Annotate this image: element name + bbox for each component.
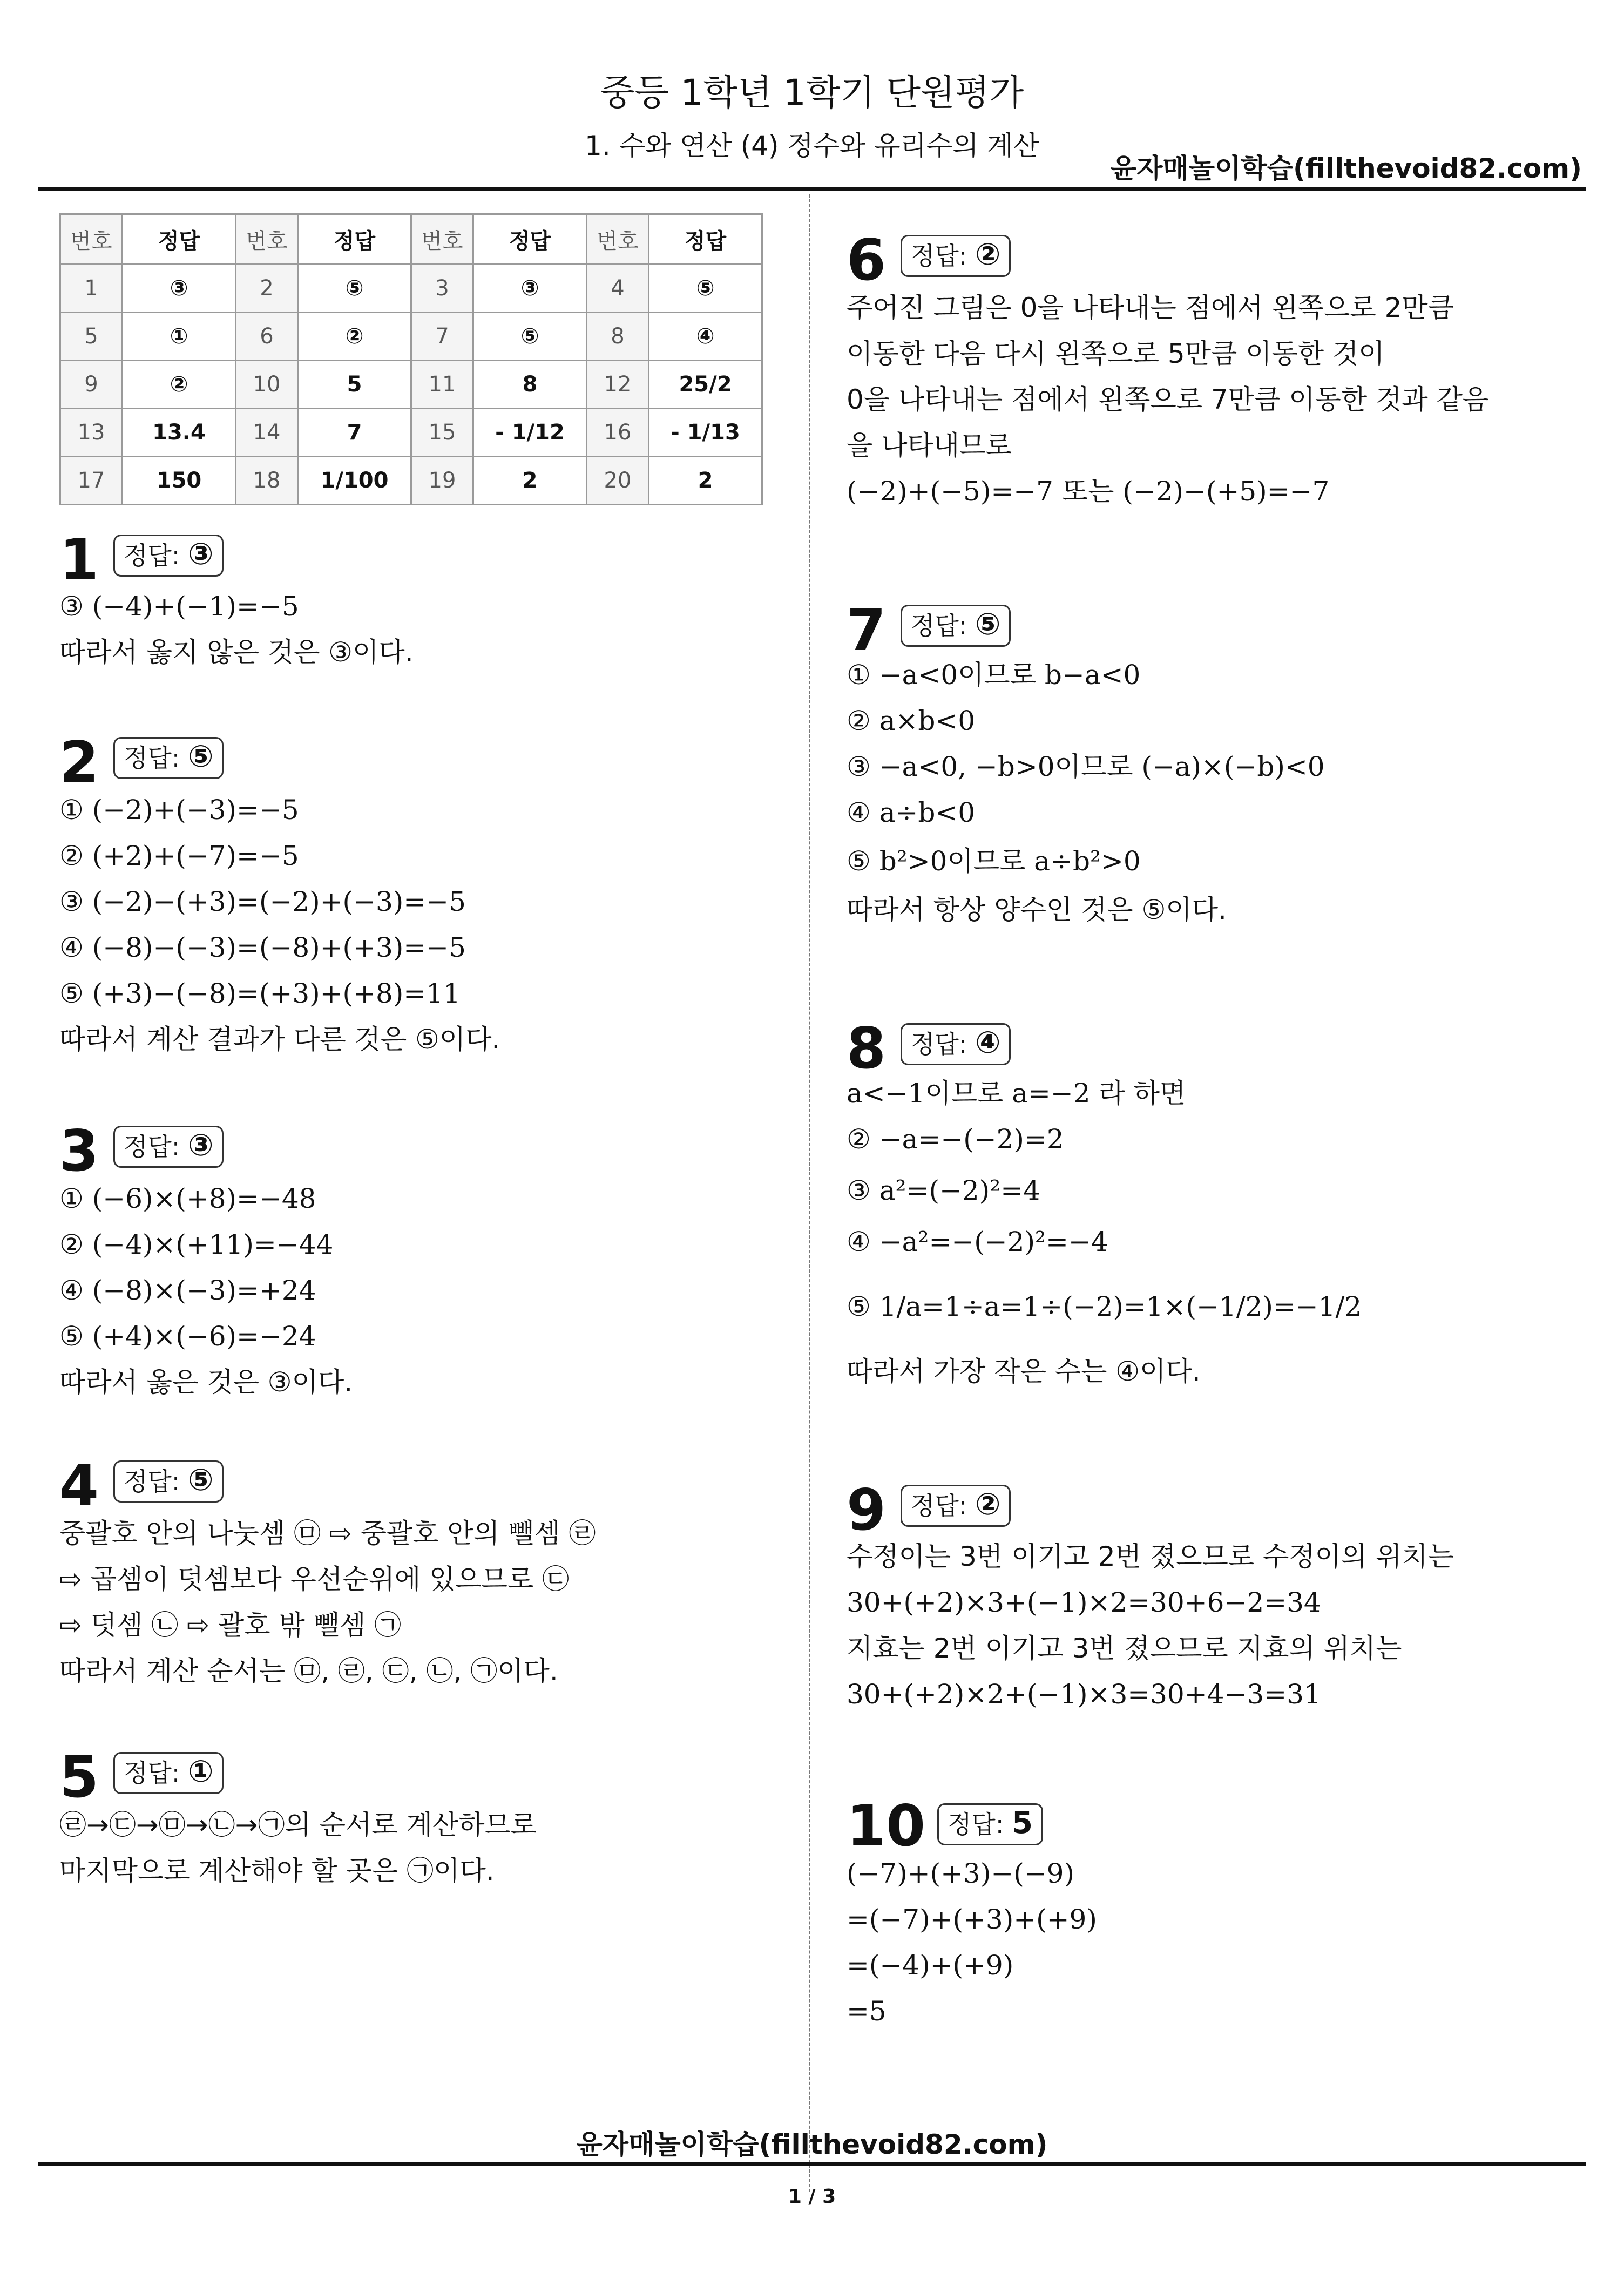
question-number: 4 [59,1453,99,1519]
question-number: 8 [847,1016,887,1081]
table-row [60,409,762,457]
header-rule [38,187,1586,191]
table-row [60,313,762,361]
cell-number: 3 [411,265,473,313]
cell-answer: 5 [298,361,411,409]
solution-line: ③ a²=(−2)²=4 [847,1175,1040,1206]
solution-line: ⇨ 곱셈이 덧셈보다 우선순위에 있으므로 ㉢ [59,1564,570,1595]
header-answer: 정답 [123,214,236,265]
solution-line: 30+(+2)×3+(−1)×2=30+6−2=34 [847,1587,1321,1618]
cell-number: 7 [411,313,473,361]
solution-line: ④ (−8)×(−3)=+24 [59,1275,316,1306]
answer-badge [901,1485,1011,1527]
solution-line: 지효는 2번 이기고 3번 졌으므로 지효의 위치는 [847,1633,1402,1664]
cell-answer: ② [298,313,411,361]
cell-answer: 7 [298,409,411,457]
table-row [60,265,762,313]
cell-answer: ⑤ [649,265,762,313]
cell-answer: 25/2 [649,361,762,409]
answer-badge [901,605,1011,647]
cell-answer: ② [123,361,236,409]
header-answer: 정답 [298,214,411,265]
cell-number: 9 [60,361,123,409]
answer-badge-label: 정답: [911,1491,967,1520]
solution-line: ① (−6)×(+8)=−48 [59,1183,316,1214]
cell-answer: 2 [649,457,762,505]
solution-line: ③ −a<0, −b>0이므로 (−a)×(−b)<0 [847,751,1325,782]
question-number: 7 [847,597,887,663]
header-number: 번호 [587,214,649,265]
page-subtitle: 1. 수와 연산 (4) 정수와 유리수의 계산 [585,130,1039,161]
question-number: 6 [847,227,887,293]
cell-number: 16 [587,409,649,457]
solution-line: ④ a÷b<0 [847,797,976,828]
cell-number: 14 [236,409,298,457]
solution-line: =(−7)+(+3)+(+9) [847,1904,1097,1935]
header-number: 번호 [236,214,298,265]
cell-number: 4 [587,265,649,313]
answer-badge-label: 정답: [124,1467,180,1496]
solution-line: ④ −a²=−(−2)²=−4 [847,1226,1108,1257]
solution-line: ⑤ (+3)−(−8)=(+3)+(+8)=11 [59,978,461,1009]
answer-badge [113,1752,224,1794]
solution-line: ② (+2)+(−7)=−5 [59,840,299,871]
cell-answer: 150 [123,457,236,505]
answer-badge-value: ④ [975,1025,1001,1060]
solution-line: 따라서 옳은 것은 ③이다. [59,1366,353,1398]
cell-answer: 8 [473,361,587,409]
question-number: 5 [59,1744,99,1810]
column-divider [809,194,810,2192]
header-answer: 정답 [473,214,587,265]
answer-badge-value: 5 [1012,1805,1033,1841]
brand-footer: 윤자매놀이학습(fillthevoid82.com) [576,2129,1048,2160]
page-number: 1 / 3 [788,2186,836,2208]
answer-badge-value: ⑤ [188,739,214,774]
cell-number: 17 [60,457,123,505]
answer-table [59,213,763,505]
answer-badge [113,535,224,577]
cell-number: 10 [236,361,298,409]
answer-badge-value: ② [975,1487,1001,1522]
question-number: 3 [59,1118,99,1184]
solution-line: ④ (−8)−(−3)=(−8)+(+3)=−5 [59,932,466,963]
cell-number: 13 [60,409,123,457]
cell-number: 19 [411,457,473,505]
cell-answer: 2 [473,457,587,505]
cell-answer: ④ [649,313,762,361]
cell-number: 12 [587,361,649,409]
solution-line: 0을 나타내는 점에서 왼쪽으로 7만큼 이동한 것과 같음 [847,384,1489,415]
cell-answer: ③ [123,265,236,313]
solution-line: ⑤ (+4)×(−6)=−24 [59,1321,316,1352]
page-title: 중등 1학년 1학기 단원평가 [600,72,1024,113]
answer-badge [937,1803,1043,1845]
cell-number: 8 [587,313,649,361]
solution-line: ⑤ 1/a=1÷a=1÷(−2)=1×(−1/2)=−1/2 [847,1291,1362,1322]
answer-badge [113,1460,224,1503]
cell-answer: 1/100 [298,457,411,505]
answer-badge-label: 정답: [911,611,967,640]
answer-badge [113,737,224,779]
answer-badge-label: 정답: [124,1758,180,1788]
cell-answer: 13.4 [123,409,236,457]
solution-line: (−2)+(−5)=−7 또는 (−2)−(+5)=−7 [847,476,1330,507]
question-number: 9 [847,1477,887,1543]
cell-number: 11 [411,361,473,409]
solution-line: 수정이는 3번 이기고 2번 졌으므로 수정이의 위치는 [847,1541,1454,1572]
header-number: 번호 [411,214,473,265]
cell-number: 6 [236,313,298,361]
answer-badge-value: ③ [188,1128,214,1163]
answer-badge-label: 정답: [124,743,180,773]
cell-answer: - 1/13 [649,409,762,457]
solution-line: 30+(+2)×2+(−1)×3=30+4−3=31 [847,1679,1321,1710]
answer-badge-label: 정답: [911,241,967,270]
solution-line: ② (−4)×(+11)=−44 [59,1229,334,1260]
solution-line: ① (−2)+(−3)=−5 [59,794,299,826]
header-number: 번호 [60,214,123,265]
solution-line: 따라서 항상 양수인 것은 ⑤이다. [847,894,1227,925]
solution-line: ① −a<0이므로 b−a<0 [847,659,1141,691]
answer-badge [901,235,1011,277]
solution-line: =(−4)+(+9) [847,1950,1014,1981]
solution-line: =5 [847,1995,887,2027]
cell-number: 18 [236,457,298,505]
answer-badge-label: 정답: [124,541,180,570]
answer-badge [901,1023,1011,1065]
question-number: 1 [59,527,99,593]
solution-line: 주어진 그림은 0을 나타내는 점에서 왼쪽으로 2만큼 [847,292,1454,323]
solution-line: ㉣→㉢→㉤→㉡→㉠의 순서로 계산하므로 [59,1809,537,1841]
solution-line: 따라서 가장 작은 수는 ④이다. [847,1356,1201,1387]
solution-line: 따라서 계산 순서는 ㉤, ㉣, ㉢, ㉡, ㉠이다. [59,1655,558,1687]
answer-badge-label: 정답: [124,1132,180,1161]
solution-line: 마지막으로 계산해야 할 곳은 ㉠이다. [59,1855,495,1886]
table-row [60,457,762,505]
answer-badge-label: 정답: [911,1030,967,1059]
solution-line: 따라서 옳지 않은 것은 ③이다. [59,637,414,668]
answer-badge-value: ⑤ [975,607,1001,642]
solution-line: 을 나타내므로 [847,430,1012,461]
answer-badge-label: 정답: [948,1810,1004,1839]
solution-line: 이동한 다음 다시 왼쪽으로 5만큼 이동한 것이 [847,338,1385,369]
solution-line: ⑤ b²>0이므로 a÷b²>0 [847,845,1141,877]
brand-header: 윤자매놀이학습(fillthevoid82.com) [1110,153,1582,184]
cell-answer: ⑤ [473,313,587,361]
solution-line: ③ (−2)−(+3)=(−2)+(−3)=−5 [59,886,466,917]
cell-number: 2 [236,265,298,313]
answer-badge [113,1126,224,1168]
answer-table-header [60,214,762,265]
cell-number: 15 [411,409,473,457]
solution-line: ② −a=−(−2)=2 [847,1124,1064,1155]
question-number: 10 [847,1793,926,1859]
cell-number: 5 [60,313,123,361]
answer-badge-value: ② [975,237,1001,272]
solution-line: a<−1이므로 a=−2 라 하면 [847,1078,1186,1109]
header-answer: 정답 [649,214,762,265]
solution-line: 따라서 계산 결과가 다른 것은 ⑤이다. [59,1024,500,1055]
table-row [60,361,762,409]
solution-line: (−7)+(+3)−(−9) [847,1858,1074,1889]
cell-number: 1 [60,265,123,313]
cell-answer: ③ [473,265,587,313]
answer-badge-value: ③ [188,537,214,572]
cell-answer: ① [123,313,236,361]
solution-line: ③ (−4)+(−1)=−5 [59,591,299,622]
answer-badge-value: ⑤ [188,1463,214,1498]
solution-line: ② a×b<0 [847,705,976,736]
cell-answer: - 1/12 [473,409,587,457]
footer-rule [38,2162,1586,2166]
solution-line: 중괄호 안의 나눗셈 ㉤ ⇨ 중괄호 안의 뺄셈 ㉣ [59,1518,596,1549]
solution-line: ⇨ 덧셈 ㉡ ⇨ 괄호 밖 뺄셈 ㉠ [59,1609,402,1641]
cell-answer: ⑤ [298,265,411,313]
answer-badge-value: ① [188,1754,214,1789]
cell-number: 20 [587,457,649,505]
question-number: 2 [59,729,99,795]
